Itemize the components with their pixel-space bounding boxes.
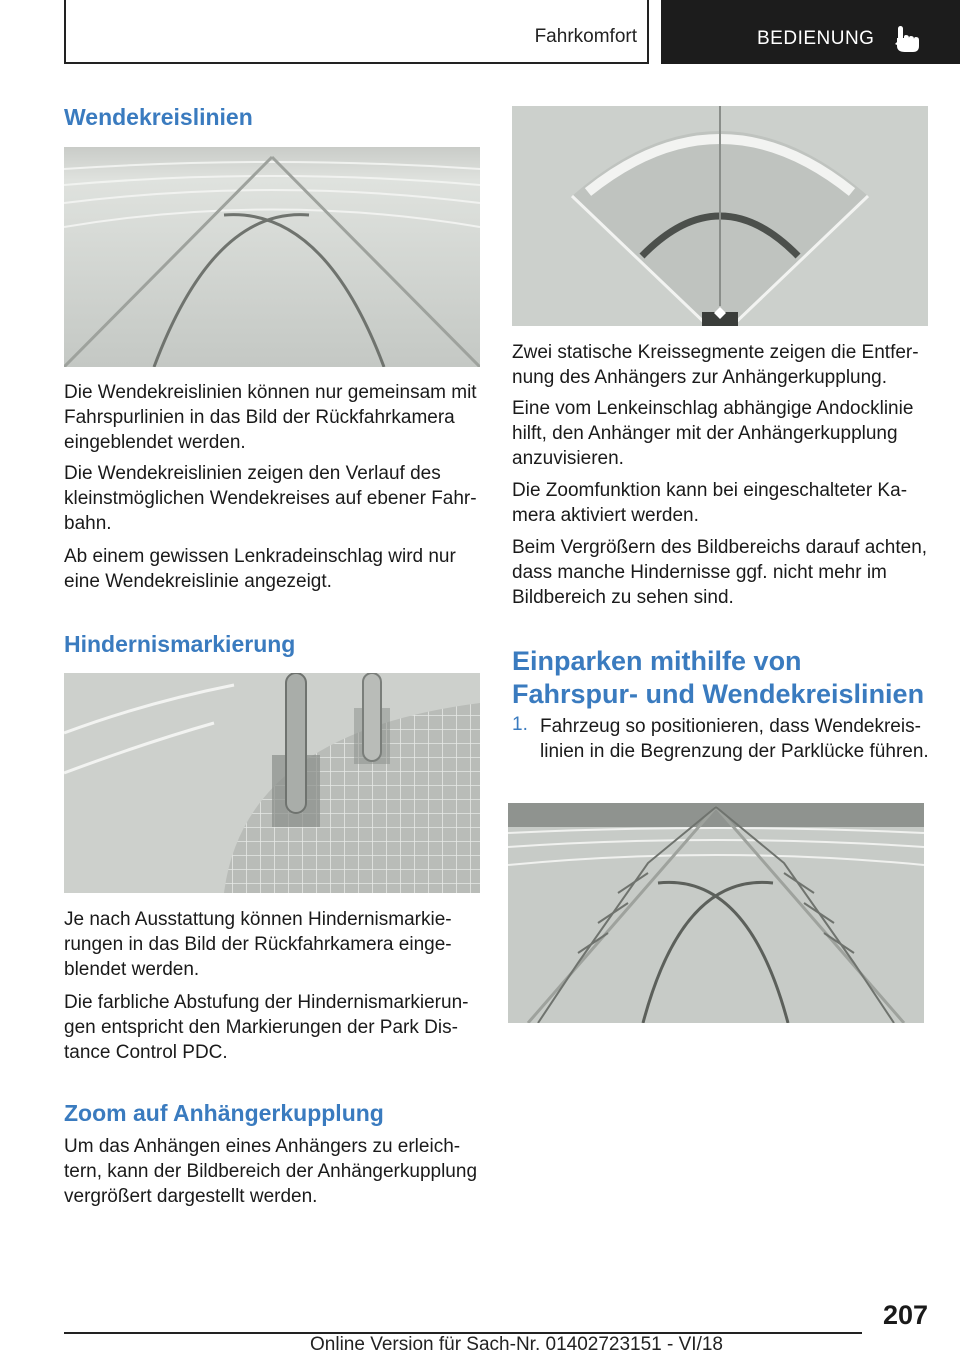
header-section-title: Fahrkomfort bbox=[534, 26, 637, 47]
hitch-paragraph-1: Zwei statische Kreissegmente zeigen die Entfernung des Anhängers zur Anhängerkupplung. bbox=[512, 342, 919, 388]
figure-trailer-hitch-segments bbox=[512, 106, 928, 326]
turning-paragraph-3: Ab einem gewissen Lenkradeinschlag wird nur eine Wendekreislinie angezeigt. bbox=[64, 546, 456, 592]
obstacle-paragraph-1: Je nach Ausstattung können Hindernismarkierungen in das Bild der Rückfahrkamera eingeblendet werden. bbox=[64, 909, 452, 980]
figure-parking-with-lines bbox=[508, 803, 924, 1023]
step-1-number: 1. bbox=[512, 714, 528, 735]
hitch-paragraph-4: Beim Vergrößern des Bildbereichs darauf achten, dass manche Hindernisse ggf. nicht mehr im Bildbereich zu sehen sind. bbox=[512, 537, 928, 608]
header-chapter-tab bbox=[661, 0, 960, 64]
turning-paragraph-2: Die Wendekreislinien zeigen den Verlauf des kleinstmöglichen Wendekreises auf ebener Fahrbahn. bbox=[64, 463, 477, 534]
footer-text: Online Version für Sach-Nr. 01402723151 - VI/18 bbox=[310, 1334, 723, 1355]
zoom-paragraph-1: Um das Anhängen eines Anhängers zu erleichtern, kann der Bildbereich der Anhängerkupplung vergrößert dargestellt werden. bbox=[64, 1136, 478, 1207]
heading-obstacle-marking: Hindernismarkierung bbox=[64, 631, 296, 657]
hitch-paragraph-3: Die Zoomfunktion kann bei eingeschalteter Kamera aktiviert werden. bbox=[512, 480, 908, 526]
heading-parking-with-lines: Einparken mithilfe von Fahrspur- und Wendekreislinien bbox=[512, 646, 925, 709]
figure-obstacle-marking bbox=[64, 673, 480, 893]
obstacle-paragraph-2: Die farbliche Abstufung der Hindernismarkierungen entspricht den Markierungen der Park Distance Control PDC. bbox=[64, 992, 469, 1063]
header-section-box bbox=[64, 0, 649, 64]
figure-turning-circle-lines bbox=[64, 147, 480, 367]
heading-trailer-hitch-zoom: Zoom auf Anhängerkupplung bbox=[64, 1100, 384, 1126]
hitch-paragraph-2: Eine vom Lenkeinschlag abhängige Andocklinie hilft, den Anhänger mit der Anhängerkupplung anzuvisieren. bbox=[512, 398, 914, 469]
heading-turning-circle: Wendekreislinien bbox=[64, 104, 253, 130]
turning-paragraph-1: Die Wendekreislinien können nur gemeinsam mit Fahrspurlinien in das Bild der Rückfahrkamera eingeblendet werden. bbox=[64, 382, 477, 453]
pointing-hand-icon bbox=[893, 24, 923, 54]
step-1-text: Fahrzeug so positionieren, dass Wendekreislinien in die Begrenzung der Parklücke führen. bbox=[540, 716, 929, 762]
page-number: 207 bbox=[882, 1300, 928, 1330]
header-chapter-title: BEDIENUNG bbox=[757, 28, 875, 49]
